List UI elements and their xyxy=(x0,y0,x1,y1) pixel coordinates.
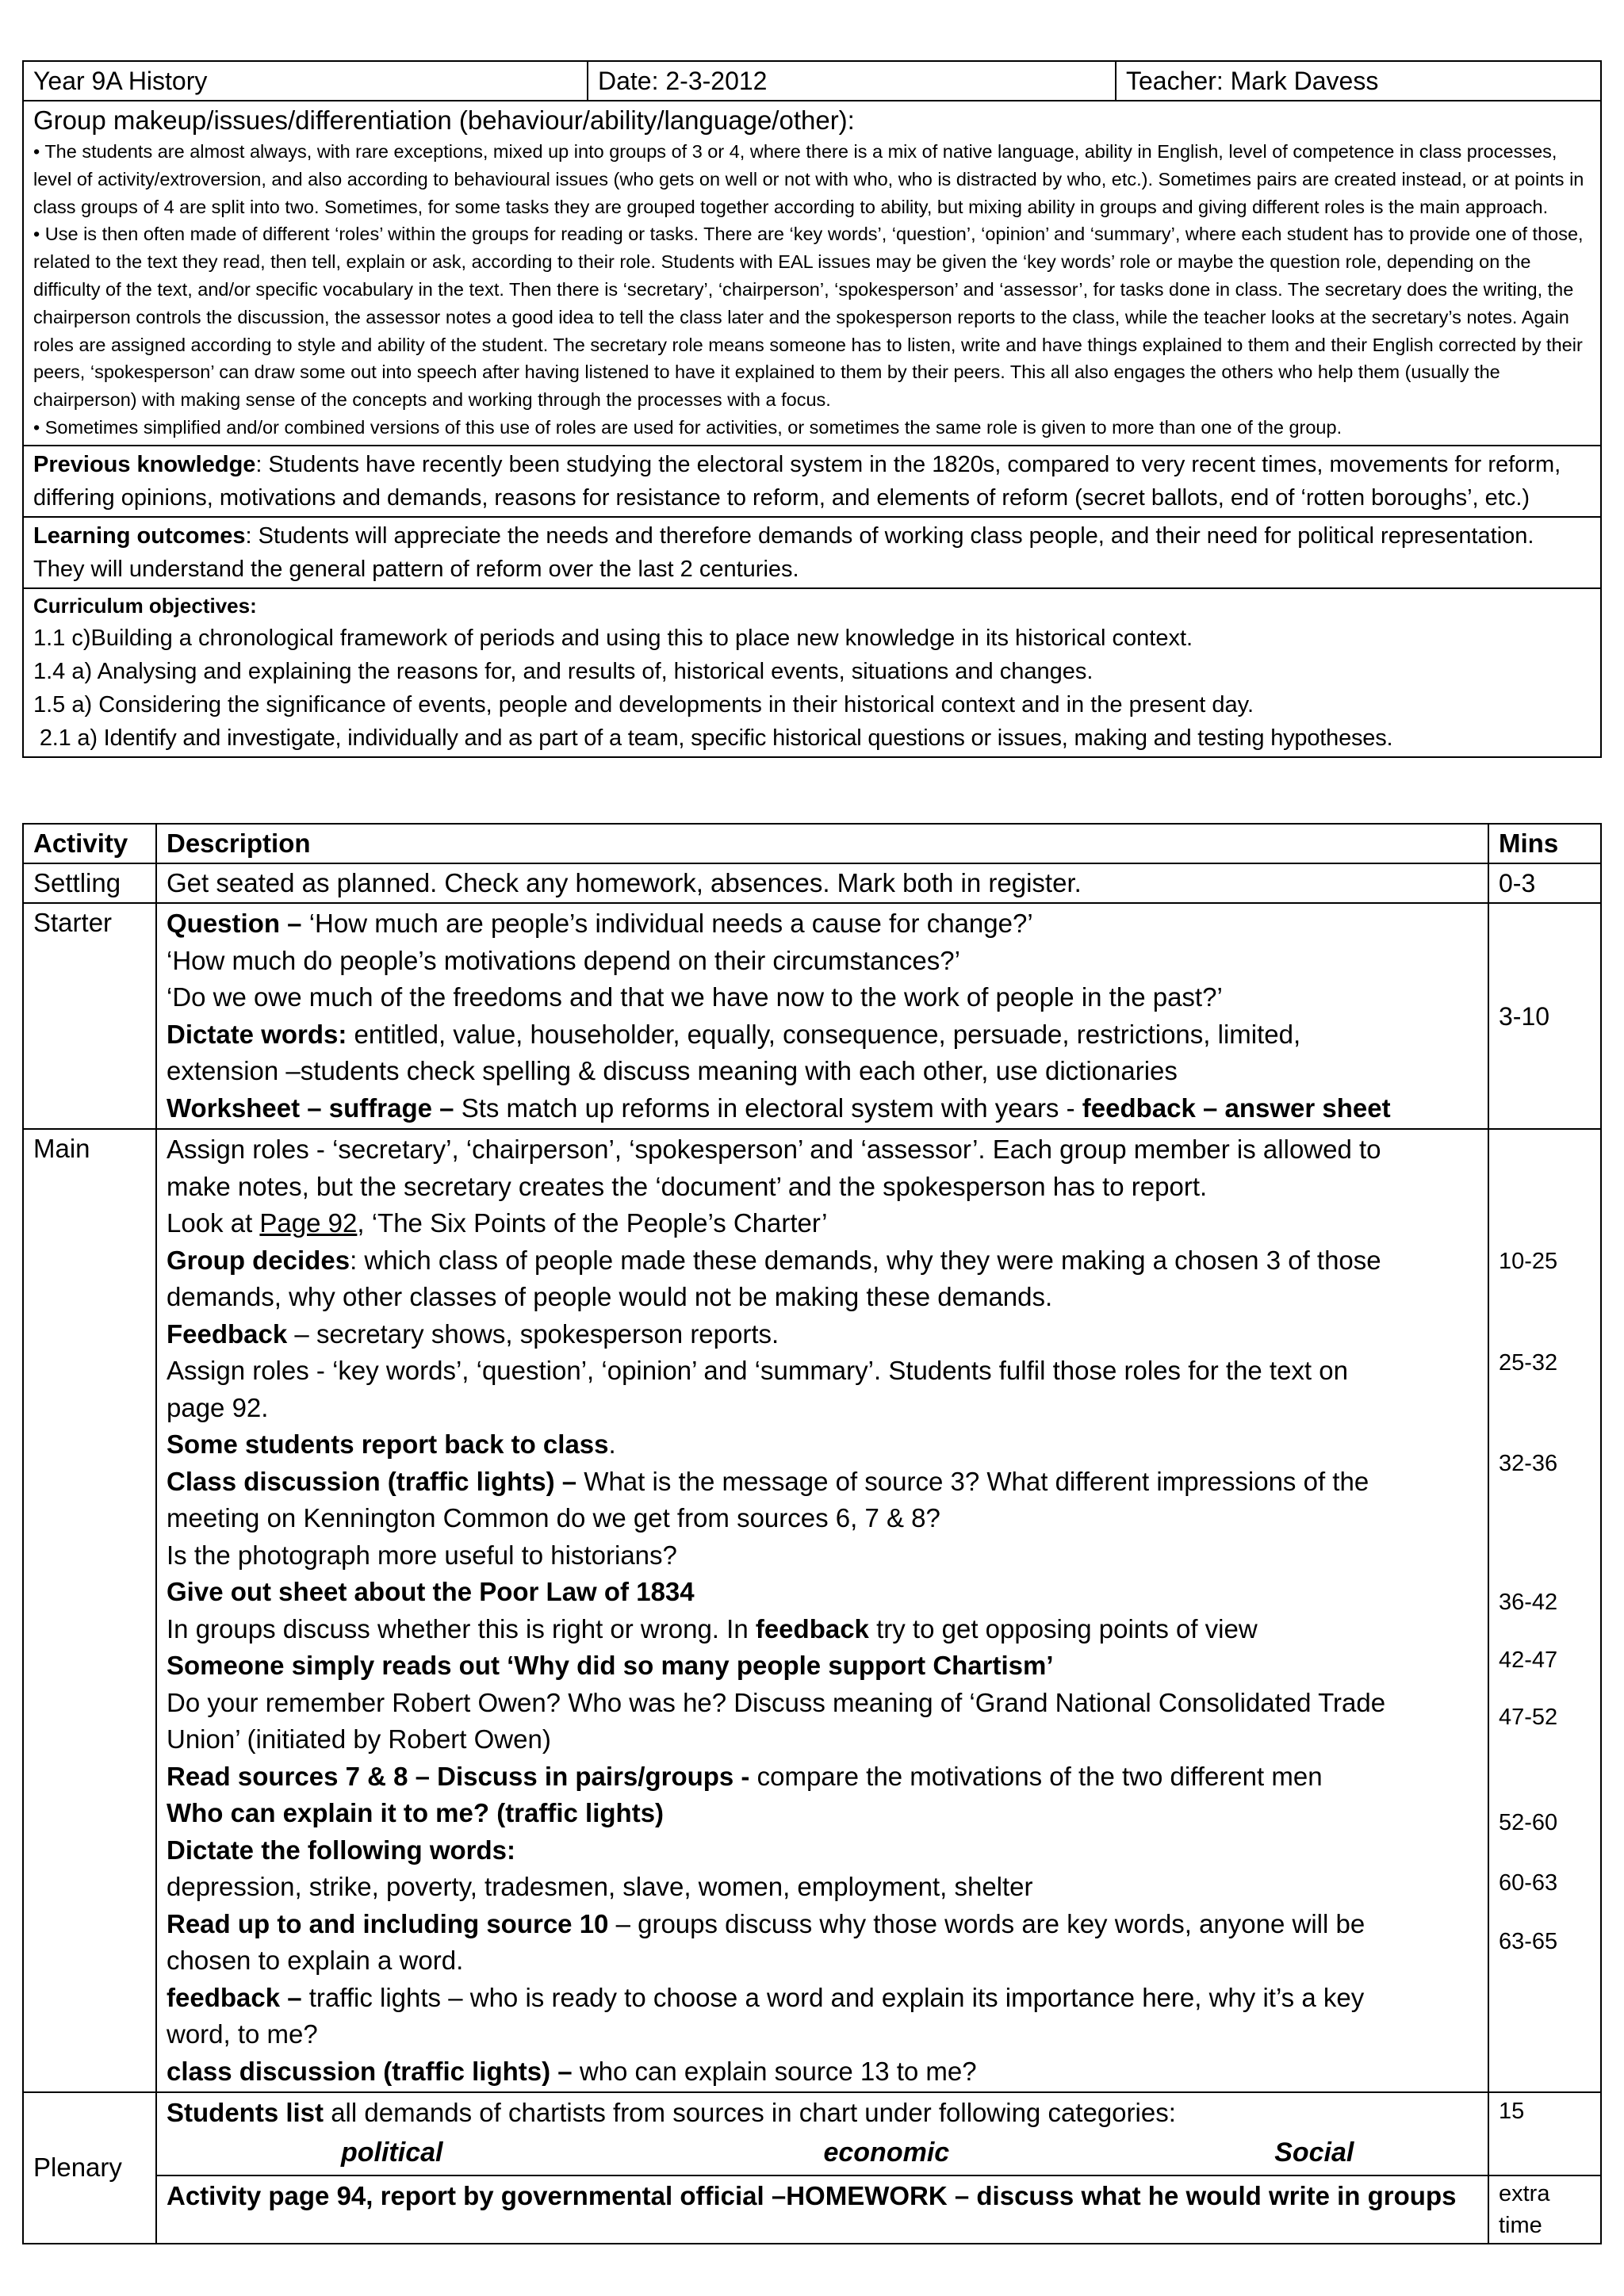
worksheet-text: Sts match up reforms in electoral system with years - xyxy=(461,1093,1082,1123)
curriculum-objectives-section xyxy=(23,588,1601,757)
main-line: demands, why other classes of people would not be making these demands. xyxy=(167,1282,1053,1311)
plenary-line: all demands of chartists from sources in chart under following categories: xyxy=(324,2098,1176,2127)
main-line: compare the motivations of the two different men xyxy=(756,1761,1323,1791)
main-mins xyxy=(1488,1129,1601,2092)
class-discussion-label: class discussion (traffic lights) – xyxy=(167,2056,580,2086)
col-header-activity: Activity xyxy=(23,824,156,863)
main-line: In groups discuss whether this is right or wrong. In xyxy=(167,1613,756,1644)
activity-settling: Settling xyxy=(23,863,156,903)
curriculum-objective: 1.4 a) Analysing and explaining the reasons for, and results of, historical events, situations and changes. xyxy=(33,658,1094,684)
col-header-mins: Mins xyxy=(1488,824,1601,863)
category-political: political xyxy=(341,2137,443,2168)
worksheet-feedback: feedback – answer sheet xyxy=(1082,1093,1391,1123)
activity-table xyxy=(22,823,1602,2244)
main-line: who can explain source 13 to me? xyxy=(579,2056,977,2086)
lesson-header-table xyxy=(22,60,1602,758)
main-mins-item: 42-47 xyxy=(1499,1647,1558,1673)
group-makeup-section xyxy=(23,101,1601,446)
main-line: – groups discuss why those words are key words, anyone will be xyxy=(608,1908,1365,1938)
feedback-label: feedback – xyxy=(167,1982,309,2012)
category-social: Social xyxy=(1274,2137,1354,2168)
group-makeup-para-3: • Sometimes simplified and/or combined versions of this use of roles are used for activities, or sometimes the same role is given to more than one of the group. xyxy=(33,416,1342,438)
main-mins-item: 47-52 xyxy=(1499,1705,1558,1730)
lesson-date: Date: 2-3-2012 xyxy=(588,61,1116,101)
plenary-description xyxy=(156,2092,1488,2175)
main-line: Is the photograph more useful to historians? xyxy=(167,1540,677,1570)
time-label: time xyxy=(1499,2212,1542,2238)
starter-question-3: ‘Do we owe much of the freedoms and that we have now to the work of people in the past?’ xyxy=(167,982,1223,1012)
main-line: . xyxy=(608,1429,616,1459)
group-makeup-para-2: • Use is then often made of different ‘roles’ within the groups for reading or tasks. There are ‘key words’, ‘question’, ‘opinion’ and ‘summary’, where each student has to provide one of those, related to the text they read, then tell, explain or ask, according to their role. Students with EAL issues may be given the ‘key words’ role or maybe the question role, depending on the difficulty of the text, and/or specific vocabulary in the text. Then there is ‘secretary’, ‘chairperson’, ‘spokesperson’ and ‘assessor’, for tasks done in class. The secretary does the writing, the chairperson controls the discussion, the assessor notes a good idea to tell the class later and the spokesperson reports to the class, while the teacher looks at the secretary’s notes. Again roles are assigned according to style and ability of the student. The secretary role means someone has to listen, write and have things explained to them and their English corrected by their peers, ‘spokesperson’ can draw some out into speech after having listened to have it explained to them by their peers. This all also engages the others who help them (usually the chairperson) with making sense of the concepts and working through the processes with a focus. xyxy=(33,224,1584,411)
students-list-label: Students list xyxy=(167,2098,324,2127)
chartism-label: Someone simply reads out ‘Why did so many people support Chartism’ xyxy=(167,1651,1054,1680)
main-line: : which class of people made these demands, why they were making a chosen 3 of those xyxy=(350,1245,1381,1275)
dictate-words-text-2: extension –students check spelling & discuss meaning with each other, use dictionaries xyxy=(167,1056,1178,1085)
previous-knowledge-label: Previous knowledge xyxy=(33,451,256,477)
curriculum-objective: 1.1 c)Building a chronological framework of periods and using this to place new knowledge in its historical context. xyxy=(33,625,1193,651)
main-line: make notes, but the secretary creates the ‘document’ and the spokesperson has to report. xyxy=(167,1171,1208,1201)
report-back-label: Some students report back to class xyxy=(167,1429,609,1459)
activity-main: Main xyxy=(23,1129,156,2092)
main-mins-item: 63-65 xyxy=(1499,1929,1558,1954)
curriculum-objective: 1.5 a) Considering the significance of events, people and developments in their historical context and in the present day. xyxy=(33,691,1254,718)
dictate-words-label: Dictate words: xyxy=(167,1019,347,1049)
category-economic: economic xyxy=(823,2137,950,2168)
main-line: – secretary shows, spokesperson reports. xyxy=(287,1318,779,1349)
learning-outcomes-section xyxy=(23,517,1601,588)
activity-starter: Starter xyxy=(23,903,156,1129)
main-line: Do your remember Robert Owen? Who was he? Discuss meaning of ‘Grand National Consolidated Trade xyxy=(167,1687,1386,1717)
main-line: Union’ (initiated by Robert Owen) xyxy=(167,1724,551,1754)
main-mins-item: 25-32 xyxy=(1499,1350,1558,1376)
poor-law-label: Give out sheet about the Poor Law of 1834 xyxy=(167,1577,695,1606)
teacher-name: Teacher: Mark Davess xyxy=(1116,61,1601,101)
read-sources-label: Read sources 7 & 8 – Discuss in pairs/groups - xyxy=(167,1761,757,1791)
main-line: traffic lights – who is ready to choose a word and explain its importance here, why it’s a key xyxy=(308,1982,1365,2012)
main-line: depression, strike, poverty, tradesmen, slave, women, employment, shelter xyxy=(167,1872,1033,1901)
main-mins-item: 52-60 xyxy=(1499,1810,1558,1835)
starter-question-1: ‘How much are people’s individual needs a cause for change?’ xyxy=(308,909,1033,938)
main-line: try to get opposing points of view xyxy=(868,1613,1258,1644)
main-mins-item: 10-25 xyxy=(1499,1249,1558,1274)
learning-outcomes-text: : Students will appreciate the needs and therefore demands of working class people, and their need for political representation. They will understand the general pattern of reform over the last 2 centuries. xyxy=(33,522,1534,582)
settling-mins: 0-3 xyxy=(1488,863,1601,903)
plenary-homework: Activity page 94, report by governmental official –HOMEWORK – discuss what he would write in groups xyxy=(156,2175,1488,2244)
main-line: What is the message of source 3? What different impressions of the xyxy=(584,1466,1369,1496)
settling-description: Get seated as planned. Check any homework, absences. Mark both in register. xyxy=(156,863,1488,903)
class-name: Year 9A History xyxy=(23,61,588,101)
page-92-link[interactable]: Page 92 xyxy=(259,1208,358,1238)
feedback-label: feedback xyxy=(755,1613,869,1644)
main-line: Assign roles - ‘key words’, ‘question’, ‘opinion’ and ‘summary’. Students fulfil those roles for the text on xyxy=(167,1356,1348,1385)
group-makeup-para-1: • The students are almost always, with rare exceptions, mixed up into groups of 3 or 4, where there is a mix of native language, ability in English, level of competence in class processes, level of activity/extroversion, and also according to behavioural issues (who gets on well or not with who, who is distracted by who, etc.). Sometimes pairs are created instead, or at points in class groups of 4 are split into two. Sometimes, for some tasks they are grouped together according to ability, but mixing ability in groups and giving different roles is the main approach. xyxy=(33,141,1584,217)
previous-knowledge-section xyxy=(23,446,1601,517)
starter-question-label: Question – xyxy=(167,909,309,938)
worksheet-label: Worksheet – suffrage – xyxy=(167,1093,462,1123)
col-header-description: Description xyxy=(156,824,1488,863)
read-up-label: Read up to and including source 10 xyxy=(167,1908,609,1938)
class-discussion-label: Class discussion (traffic lights) – xyxy=(167,1466,584,1496)
main-line: meeting on Kennington Common do we get from sources 6, 7 & 8? xyxy=(167,1503,940,1533)
main-line: Assign roles - ‘secretary’, ‘chairperson’, ‘spokesperson’ and ‘assessor’. Each group member is allowed to xyxy=(167,1135,1381,1164)
previous-knowledge-text: : Students have recently been studying the electoral system in the 1820s, compared to very recent times, movements for reform, differing opinions, motivations and demands, reasons for resistance to reform, and elements of reform (secret ballots, end of ‘rotten boroughs’, etc.) xyxy=(33,451,1561,511)
main-line: word, to me? xyxy=(167,2019,318,2049)
main-description xyxy=(156,1129,1488,2092)
curriculum-objectives-label: Curriculum objectives: xyxy=(33,593,257,618)
starter-description xyxy=(156,903,1488,1129)
curriculum-objective: 2.1 a) Identify and investigate, individually and as part of a team, specific historical questions or issues, making and testing hypotheses. xyxy=(33,725,1393,751)
starter-question-2: ‘How much do people’s motivations depend on their circumstances?’ xyxy=(167,945,960,975)
group-makeup-title: Group makeup/issues/differentiation (behaviour/ability/language/other): xyxy=(33,105,855,135)
main-line: chosen to explain a word. xyxy=(167,1946,464,1975)
starter-mins: 3-10 xyxy=(1488,903,1601,1129)
main-mins-item: 60-63 xyxy=(1499,1870,1558,1896)
plenary-extra-time xyxy=(1488,2175,1601,2244)
main-mins-item: 36-42 xyxy=(1499,1590,1558,1615)
explain-label: Who can explain it to me? (traffic lights) xyxy=(167,1798,665,1827)
categories-row xyxy=(167,2132,1478,2173)
main-line: Look at xyxy=(167,1208,260,1238)
feedback-label: Feedback xyxy=(167,1318,288,1349)
learning-outcomes-label: Learning outcomes xyxy=(33,522,246,549)
main-line: page 92. xyxy=(167,1392,269,1422)
main-line: , ‘The Six Points of the People’s Charter’ xyxy=(357,1208,828,1238)
activity-plenary: Plenary xyxy=(23,2092,156,2244)
main-mins-item: 32-36 xyxy=(1499,1451,1558,1476)
dictate-following-label: Dictate the following words: xyxy=(167,1835,516,1865)
plenary-mins: 15 xyxy=(1488,2092,1601,2175)
dictate-words-text: entitled, value, householder, equally, consequence, persuade, restrictions, limited, xyxy=(347,1019,1301,1049)
extra-label: extra xyxy=(1499,2180,1550,2206)
group-decides-label: Group decides xyxy=(167,1245,350,1275)
